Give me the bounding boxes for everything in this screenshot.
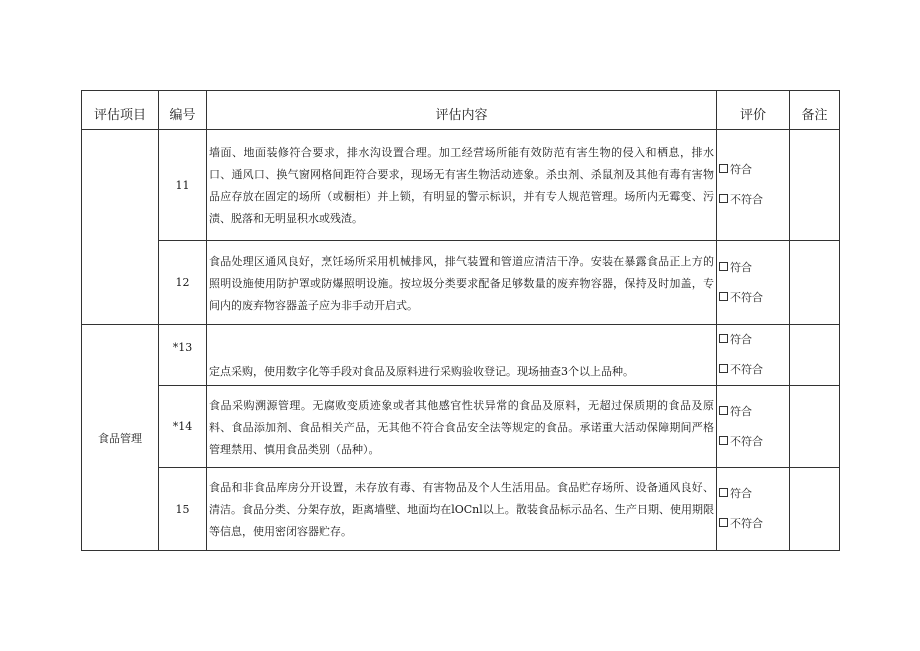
evaluation-cell	[717, 468, 790, 551]
option-fail[interactable]: 不符合	[719, 509, 789, 539]
checkbox-icon[interactable]	[719, 406, 728, 415]
assessment-table	[81, 90, 840, 551]
checkbox-icon[interactable]	[719, 518, 728, 527]
option-pass[interactable]: 符合	[719, 479, 789, 509]
remarks-cell	[790, 325, 840, 386]
option-fail[interactable]: 不符合	[719, 185, 789, 215]
checkbox-icon[interactable]	[719, 436, 728, 445]
remarks-cell	[790, 386, 840, 468]
row-number: *13	[159, 325, 207, 386]
header-number: 编号	[159, 91, 207, 130]
option-pass[interactable]: 符合	[719, 155, 789, 185]
row-content: 食品和非食品库房分开设置，未存放有毒、有害物品及个人生活用品。食品贮存场所、设备通风良好、清洁。食品分类、分架存放，距离墙壁、地面均在lOCnl以上。散装食品标示品名、生产日期、使用期限等信息，使用密闭容器贮存。	[207, 468, 717, 551]
row-content: 食品采购溯源管理。无腐败变质迹象或者其他感官性状异常的食品及原料，无超过保质期的食品及原料、食品添加剂、食品相关产品，无其他不符合食品安全法等规定的食品。承诺重大活动保障期间严格管理禁用、慎用食品类别（品种）。	[207, 386, 717, 468]
header-row	[82, 91, 840, 130]
row-number: 12	[159, 241, 207, 325]
checkbox-icon[interactable]	[719, 488, 728, 497]
category-cell: 食品管理	[82, 325, 159, 551]
option-fail[interactable]: 不符合	[719, 355, 789, 385]
row-number: 15	[159, 468, 207, 551]
option-pass[interactable]: 符合	[719, 325, 789, 355]
checkbox-icon[interactable]	[719, 364, 728, 373]
checkbox-icon[interactable]	[719, 262, 728, 271]
row-content: 墙面、地面装修符合要求，排水沟设置合理。加工经营场所能有效防范有害生物的侵入和栖息，排水口、通风口、换气窗网格间距符合要求，现场无有害生物活动迹象。杀虫剂、杀鼠剂及其他有毒有害物品应存放在固定的场所（或橱柜）并上锁，有明显的警示标识，并有专人规范管理。场所内无霉变、污渍、脱落和无明显积水或残渣。	[207, 130, 717, 241]
evaluation-cell	[717, 241, 790, 325]
remarks-cell	[790, 468, 840, 551]
checkbox-icon[interactable]	[719, 334, 728, 343]
evaluation-cell	[717, 325, 790, 386]
evaluation-cell	[717, 386, 790, 468]
table-row-15	[82, 468, 840, 551]
header-remarks: 备注	[790, 91, 840, 130]
table-row-11	[82, 130, 840, 241]
checkbox-icon[interactable]	[719, 194, 728, 203]
category-cell-empty	[82, 130, 159, 325]
checkbox-icon[interactable]	[719, 164, 728, 173]
header-evaluation: 评价	[717, 91, 790, 130]
row-number: 11	[159, 130, 207, 241]
row-content: 定点采购，使用数字化等手段对食品及原料进行采购验收登记。现场抽查3个以上品种。	[207, 325, 717, 386]
table-row-14	[82, 386, 840, 468]
option-fail[interactable]: 不符合	[719, 283, 789, 313]
option-pass[interactable]: 符合	[719, 253, 789, 283]
header-category: 评估项目	[82, 91, 159, 130]
option-fail[interactable]: 不符合	[719, 427, 789, 457]
remarks-cell	[790, 241, 840, 325]
option-pass[interactable]: 符合	[719, 397, 789, 427]
table-row-12	[82, 241, 840, 325]
evaluation-cell	[717, 130, 790, 241]
row-number: *14	[159, 386, 207, 468]
row-content: 食品处理区通风良好，烹饪场所采用机械排风，排气装置和管道应清洁干净。安装在暴露食品正上方的照明设施使用防护罩或防爆照明设施。按垃圾分类要求配备足够数量的废弃物容器，保持及时加盖，专间内的废弃物容器盖子应为非手动开启式。	[207, 241, 717, 325]
checkbox-icon[interactable]	[719, 292, 728, 301]
remarks-cell	[790, 130, 840, 241]
table-row-13	[82, 325, 840, 386]
header-content: 评估内容	[207, 91, 717, 130]
